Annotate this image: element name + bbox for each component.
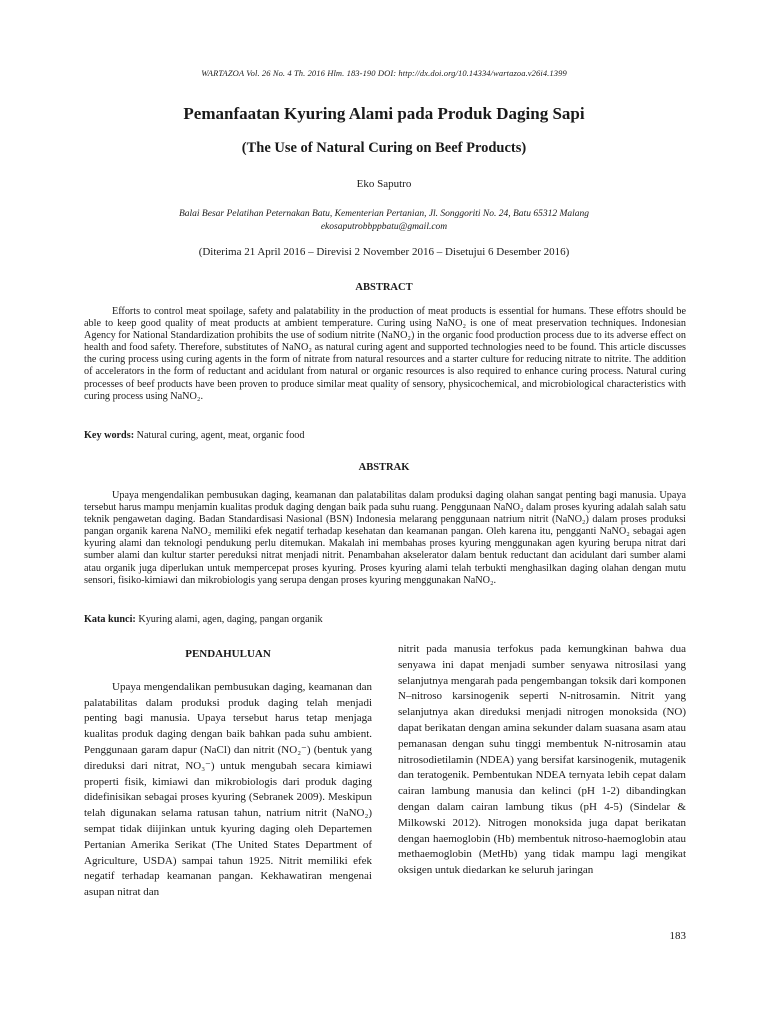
journal-header: WARTAZOA Vol. 26 No. 4 Th. 2016 Hlm. 183-190 DOI: http://dx.doi.org/10.14334/wartazoa.v26i4.1399 [201,68,567,78]
submission-dates: (Diterima 21 April 2016 – Direvisi 2 November 2016 – Disetujui 6 Desember 2016) [198,246,570,258]
abstract-heading: ABSTRACT [355,282,413,293]
abstrak-body: Upaya mengendalikan pembusukan daging, keamanan dan palatabilitas dalam produksi daging olahan sangat penting bagi manusia. Upaya tersebut harus mampu menjamin kualitas produk daging dengan baik pada suhu ruang. Penggunaan NaNO₂ dalam proses kyuring adalah salah satu teknik pengawetan daging. Badan Standardisasi Nasional (BSN) Indonesia melarang penggunaan natrium nitrit (NaNO₂) dalam proses produksi pangan organik karena NaNO₂ memiliki efek negatif terhadap kesehatan dan keamanan pangan. Oleh karena itu, pengganti NaNO₂ sebagai agen kyuring alami dan teknologi pendukung perlu ditemukan. Makalah ini membahas proses kyuring menggunakan agen kyuring berupa nitrat dari sumber alami dan kultur starter pereduksi nitrat menjadi nitrit. Penambahan akselerator dalam bentuk reductant dan acidulant dari sumber alami atau organik juga diperlukan untuk mempercepat proses kyuring. Proses kyuring alami telah terbukti menghasilkan daging olahan dengan mutu sensori, fisiko-kimiawi dan mikrobiologis yang serupa dengan proses kyuring menggunakan NaNO₂. [84,490,686,586]
kata-kunci-label: Kata kunci: [84,614,136,625]
keywords-text: Natural curing, agent, meat, organic food [136,430,305,441]
intro-right-text: nitrit pada manusia terfokus pada kemungkinan bahwa dua senyawa ini dapat menjadi sumber senyawa nitrosilasi yang selanjutnya mengarah pada pengembangan toksik dari komponen N–nitroso karsinogenik seperti N-nitrosamin. Nitrit yang selanjutnya akan direduksi menjadi nitrogen monoksida (NO) dapat berikatan dengan amina sekunder dalam suasana asam atau pemanasan dengan suhu tinggi membentuk N-nitrosamin atau nitrosodietilamin (NDEA) yang bersifat karsinogenik, mutagenik dan teratogenik. Pembentukan NDEA ternyata lebih cepat dalam cairan lambung manusia dan kelinci (pH 1-2) dibandingkan dengan dalam cairan lambung tikus (pH 4-5) (Sindelar & Milkowski 2012). Nitrogen monoksida juga dapat berikatan dengan haemoglobin (Hb) membentuk nitroso-haemoglobin atau methaemoglobin (MetHb) yang tidak mampu lagi mengikat oksigen untuk diedarkan ke seluruh jaringan [398,643,686,877]
affiliation-block [0,208,768,234]
keywords [84,430,686,441]
author-name: Eko Saputro [356,178,412,190]
keywords-label: Key words: [84,430,135,441]
intro-left-column [84,642,372,901]
page-number: 183 [669,930,686,942]
paper-subtitle: (The Use of Natural Curing on Beef Products) [241,140,527,156]
intro-right-column [398,642,686,879]
kata-kunci [84,614,686,625]
intro-heading: PENDAHULUAN [185,648,271,660]
intro-left-text: Upaya mengendalikan pembusukan daging, keamanan dan palatabilitas dalam produksi produk daging telah menjadi penting bagi manusia. Upaya tersebut harus tetap menjaga kualitas produk daging dengan baik bahkan pada suhu ambient. Penggunaan garam dapur (NaCl) dan nitrit (NO₂⁻) (bentuk yang direduksi dari nitrat, NO₃⁻) untuk mengubah secara kimiawi properti fisik, kimiawi dan mikrobiologis dari produk daging didefinisikan sebagai proses kyuring (Sebranek 2009). Meskipun telah digunakan selama ratusan tahun, natrium nitrit (NaNO₂) sempat tidak diijinkan untuk kyuring daging oleh Departemen Pertanian Amerika Serikat (The United States Department of Agriculture, USDA) sampai tahun 1925. Nitrit memiliki efek negatif terhadap keamanan pangan. Kekhawatiran mengenai asupan nitrat dan [84,680,372,899]
author-email[interactable]: ekosaputrobbppbatu@gmail.com [320,222,448,232]
paper-title: Pemanfaatan Kyuring Alami pada Produk Daging Sapi [183,104,585,123]
abstrak-heading: ABSTRAK [358,462,410,473]
affiliation: Balai Besar Pelatihan Peternakan Batu, Kementerian Pertanian, Jl. Songgoriti No. 24, Batu 65312 Malang [178,209,590,219]
kata-kunci-text: Kyuring alami, agen, daging, pangan organik [138,614,323,625]
abstract-body: Efforts to control meat spoilage, safety and palatability in the production of meat products is essential for humans. These effotrs should be able to keep good quality of meat products at ambient temperature. Curing using NaNO₂ is one of meat preservation techniques. Indonesian Agency for National Standardization prohibits the use of sodium nitrite (NaNO₂) in the organic food production process due to its adverse effect on health and food safety. Therefore, substitutes of NaNO₂ as natural curing agent and supported technologies need to be found. This article discusses the curing process using curing agents in the form of nitrate from natural resources and a starter culture for reducing nitrate to nitrite. The addition of accelerators in the form of reductant and acidulant from natural or organic resources is also required to enhance curing process. Natural curing processes of beef products have been proven to produce similar meat quality of sensory, physicochemical, and microbiological characteristics with curing process using NaNO₂. [84,306,686,402]
